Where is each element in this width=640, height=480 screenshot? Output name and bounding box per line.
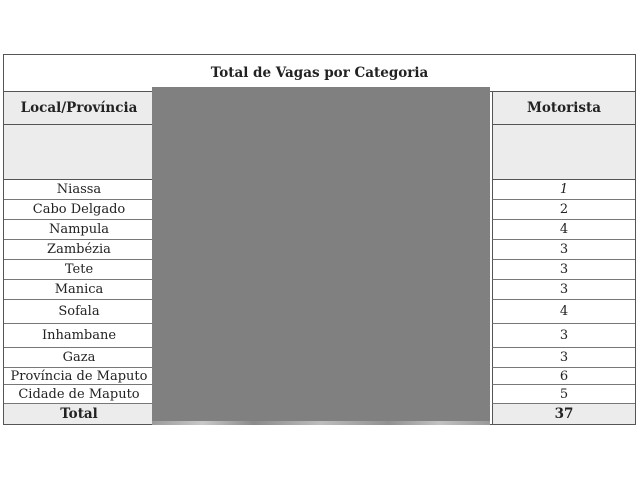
row-motorista-nampula: 4 (492, 220, 635, 240)
header-motorista: Motorista (492, 92, 635, 125)
row-local-manica: Manica (4, 280, 155, 300)
row-local-gaza: Gaza (4, 348, 155, 368)
row-local-zambezia: Zambézia (4, 240, 155, 260)
row-local-inhambane: Inhambane (4, 324, 155, 348)
header-local-provincia: Local/Província (4, 92, 155, 125)
total-value: 37 (492, 404, 635, 424)
row-local-tete: Tete (4, 260, 155, 280)
header-subcell-left (4, 125, 155, 180)
row-motorista-sofala: 4 (492, 300, 635, 324)
row-motorista-inhambane: 3 (492, 324, 635, 348)
table-title: Total de Vagas por Categoria (4, 55, 635, 92)
row-local-provincia-de-maputo: Província de Maputo (4, 368, 155, 385)
row-motorista-cidade-de-maputo: 5 (492, 385, 635, 404)
row-local-sofala: Sofala (4, 300, 155, 324)
row-motorista-gaza: 3 (492, 348, 635, 368)
header-subcell-right (492, 125, 635, 180)
row-local-cabo-delgado: Cabo Delgado (4, 200, 155, 220)
redaction-edge-artifact (152, 421, 490, 425)
row-motorista-zambezia: 3 (492, 240, 635, 260)
row-motorista-niassa: 1 (492, 180, 635, 200)
row-motorista-cabo-delgado: 2 (492, 200, 635, 220)
row-local-niassa: Niassa (4, 180, 155, 200)
total-label: Total (4, 404, 155, 424)
row-motorista-provincia-de-maputo: 6 (492, 368, 635, 385)
row-motorista-tete: 3 (492, 260, 635, 280)
row-local-cidade-de-maputo: Cidade de Maputo (4, 385, 155, 404)
redacted-columns-block (152, 87, 490, 425)
row-local-nampula: Nampula (4, 220, 155, 240)
row-motorista-manica: 3 (492, 280, 635, 300)
